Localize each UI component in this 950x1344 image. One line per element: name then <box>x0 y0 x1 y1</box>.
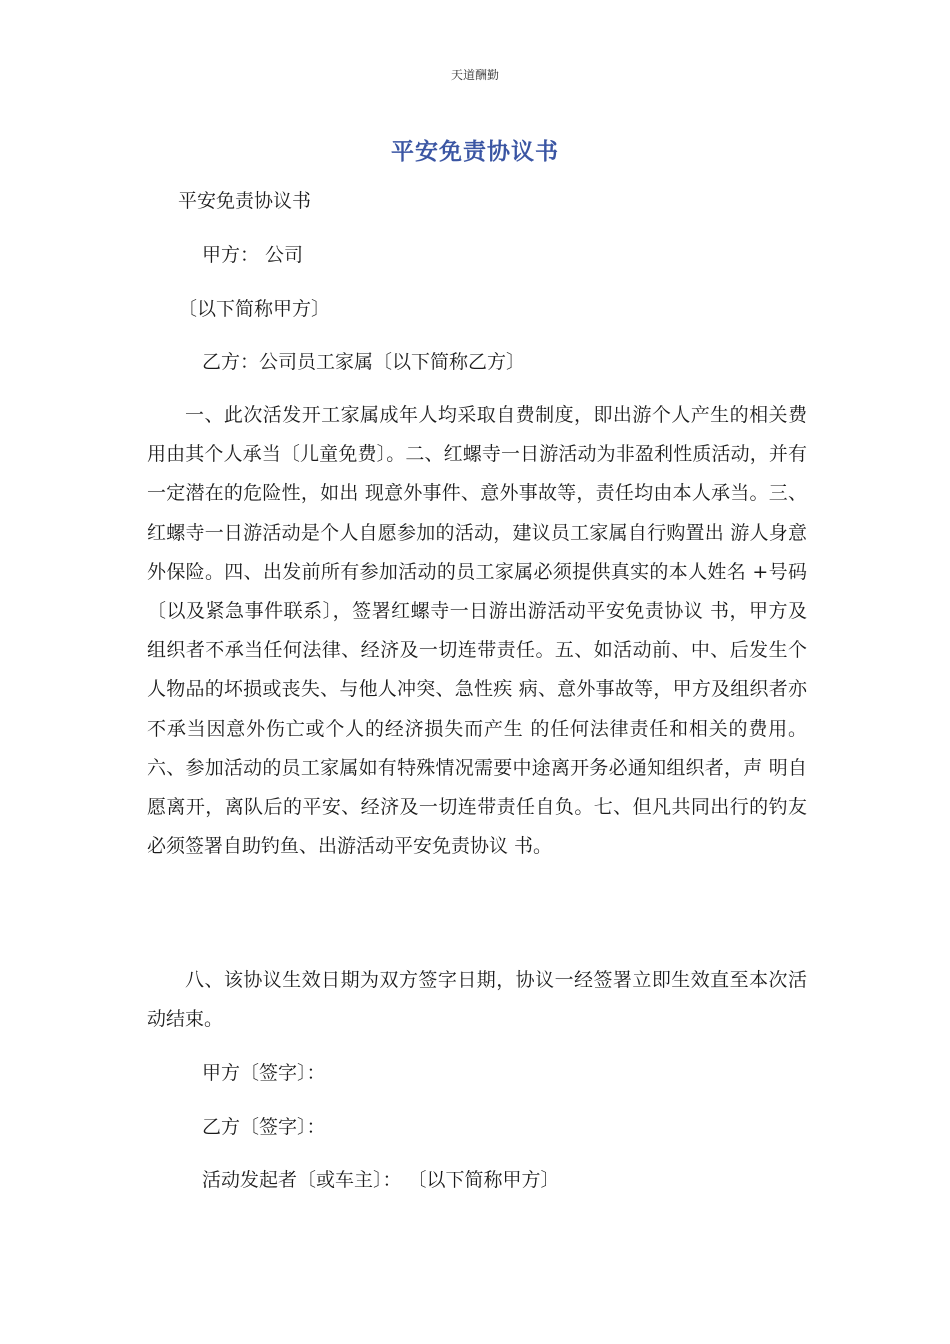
party-a-signature: 甲方〔签字〕： <box>202 1062 326 1084</box>
party-b-signature: 乙方〔签字〕： <box>202 1116 326 1138</box>
party-a-note: 〔以下简称甲方〕 <box>178 298 331 320</box>
party-a-line: 甲方： 公司 <box>202 244 304 266</box>
clauses-paragraph: 一、此次活发开工家属成年人均采取自费制度，即出游个人产生的相关费 用由其个人承当〔儿童免费〕。二、红螺寺一日游活动为非盈利性质活动，并有一定潜在的危险性，如出 现意外事件、意外事故等，责任均由本人承当。三、红螺寺一日游活动是个人自愿参加的活动，建议员工家属自行购置出 游人身意外保险。四、出发前所有参加活动的员工家属必须提供真实的本人姓名 +号码 〔以及紧急事件联系〕，签署红螺寺一日游出游活动平安免责协议 书，甲方及组织者不承当任何法律、经济及一切连带责任。五、如活动前、中、后发生个人物品的坏损或丧失、与他人冲突、急性疾 病、意外事故等，甲方及组织者亦不承当因意外伤亡或个人的经济损失而产生 的任何法律责任和相关的费用。六、参加活动的员工家属如有特殊情况需要中途离开务必通知组织者，声 明自愿离开，离队后的平安、经济及一切连带责任自负。七、但凡共同出行的钓友必须签署自助钓鱼、出游活动平安免责协议 书。 <box>147 404 807 858</box>
effective-date-paragraph: 八、该协议生效日期为双方签字日期，协议一经签署立即生效直至本次活 动结束。 <box>147 969 807 1031</box>
page-header: 天道酬勤 <box>450 68 499 82</box>
document-subtitle: 平安免责协议书 <box>178 190 312 212</box>
document-title: 平安免责协议书 <box>391 138 559 165</box>
initiator-line: 活动发起者〔或车主〕： 〔以下简称甲方〕 <box>202 1169 560 1191</box>
party-b-line: 乙方：公司员工家属〔以下简称乙方〕 <box>202 351 526 373</box>
